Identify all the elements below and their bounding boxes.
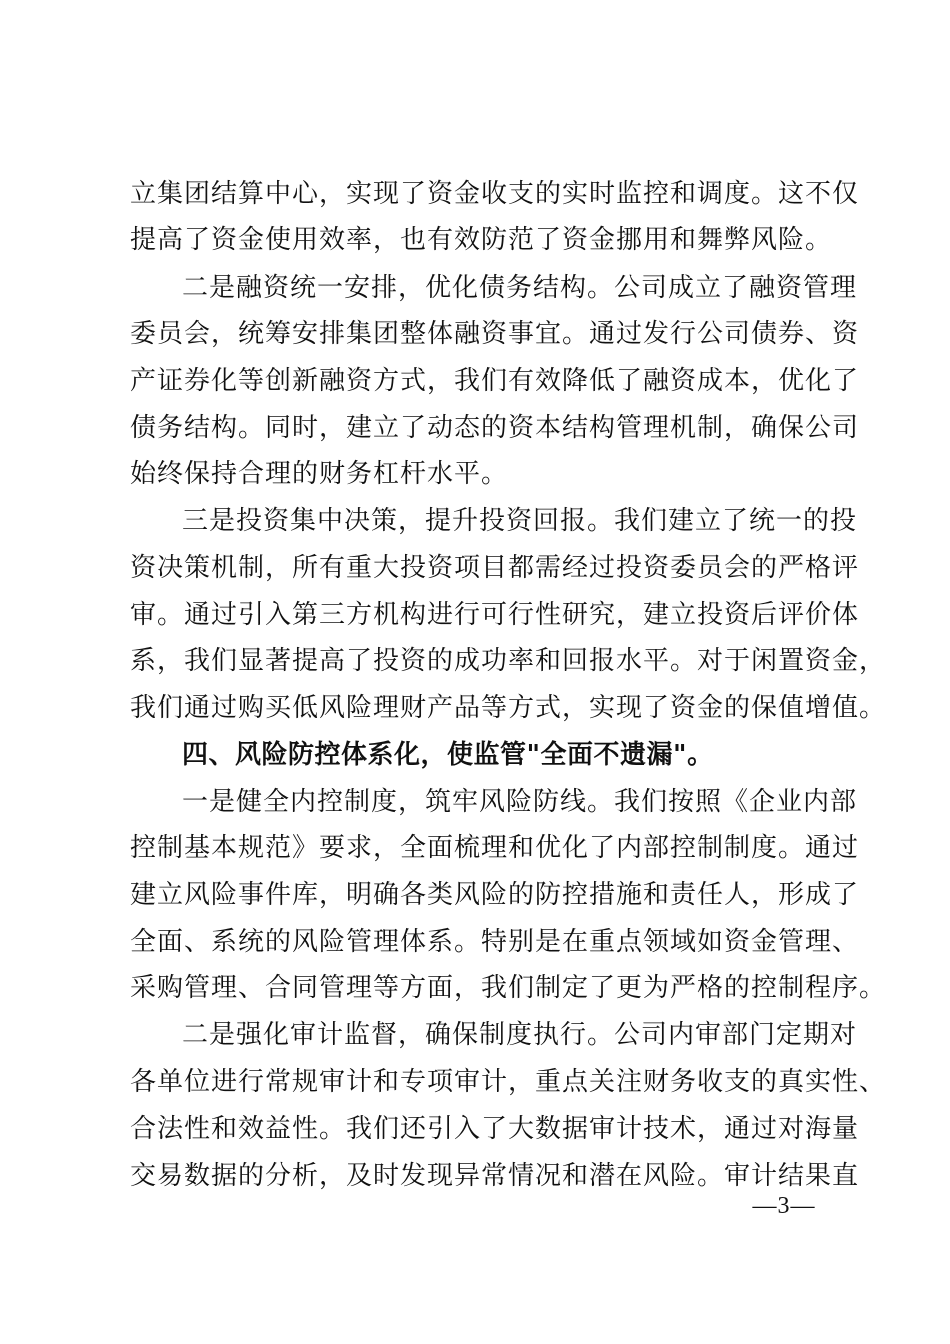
page-number: —3— [752, 1193, 816, 1219]
paragraph-line: 债务结构。同时，建立了动态的资本结构管理机制，确保公司 [130, 413, 860, 443]
paragraph-line: 资决策机制，所有重大投资项目都需经过投资委员会的严格评 [130, 553, 860, 583]
paragraph-line: 我们通过购买低风险理财产品等方式，实现了资金的保值增值。 [130, 693, 887, 723]
paragraph-line: 三是投资集中决策，提升投资回报。我们建立了统一的投 [182, 506, 858, 536]
paragraph-line: 提高了资金使用效率，也有效防范了资金挪用和舞弊风险。 [130, 225, 833, 255]
paragraph-line: 系，我们显著提高了投资的成功率和回报水平。对于闲置资金， [130, 646, 887, 676]
paragraph-line: 立集团结算中心，实现了资金收支的实时监控和调度。这不仅 [130, 179, 860, 209]
paragraph-line: 二是融资统一安排，优化债务结构。公司成立了融资管理 [182, 273, 858, 303]
paragraph-line: 委员会，统筹安排集团整体融资事宜。通过发行公司债券、资 [130, 319, 860, 349]
paragraph-line: 各单位进行常规审计和专项审计，重点关注财务收支的真实性、 [130, 1067, 887, 1097]
paragraph-line: 二是强化审计监督，确保制度执行。公司内审部门定期对 [182, 1020, 858, 1050]
paragraph-line: 控制基本规范》要求，全面梳理和优化了内部控制制度。通过 [130, 833, 860, 863]
paragraph-line: 合法性和效益性。我们还引入了大数据审计技术，通过对海量 [130, 1114, 860, 1144]
paragraph-line: 建立风险事件库，明确各类风险的防控措施和责任人，形成了 [130, 880, 860, 910]
paragraph-line: 全面、系统的风险管理体系。特别是在重点领域如资金管理、 [130, 927, 860, 957]
paragraph-line: 交易数据的分析，及时发现异常情况和潜在风险。审计结果直 [130, 1161, 860, 1191]
paragraph-line: 一是健全内控制度，筑牢风险防线。我们按照《企业内部 [182, 787, 858, 817]
paragraph-line: 始终保持合理的财务杠杆水平。 [130, 459, 509, 489]
paragraph-line: 产证券化等创新融资方式，我们有效降低了融资成本，优化了 [130, 366, 860, 396]
paragraph-line: 采购管理、合同管理等方面，我们制定了更为严格的控制程序。 [130, 973, 887, 1003]
section-heading: 四、风险防控体系化，使监管"全面不遗漏"。 [182, 740, 714, 770]
paragraph-line: 审。通过引入第三方机构进行可行性研究，建立投资后评价体 [130, 600, 860, 630]
